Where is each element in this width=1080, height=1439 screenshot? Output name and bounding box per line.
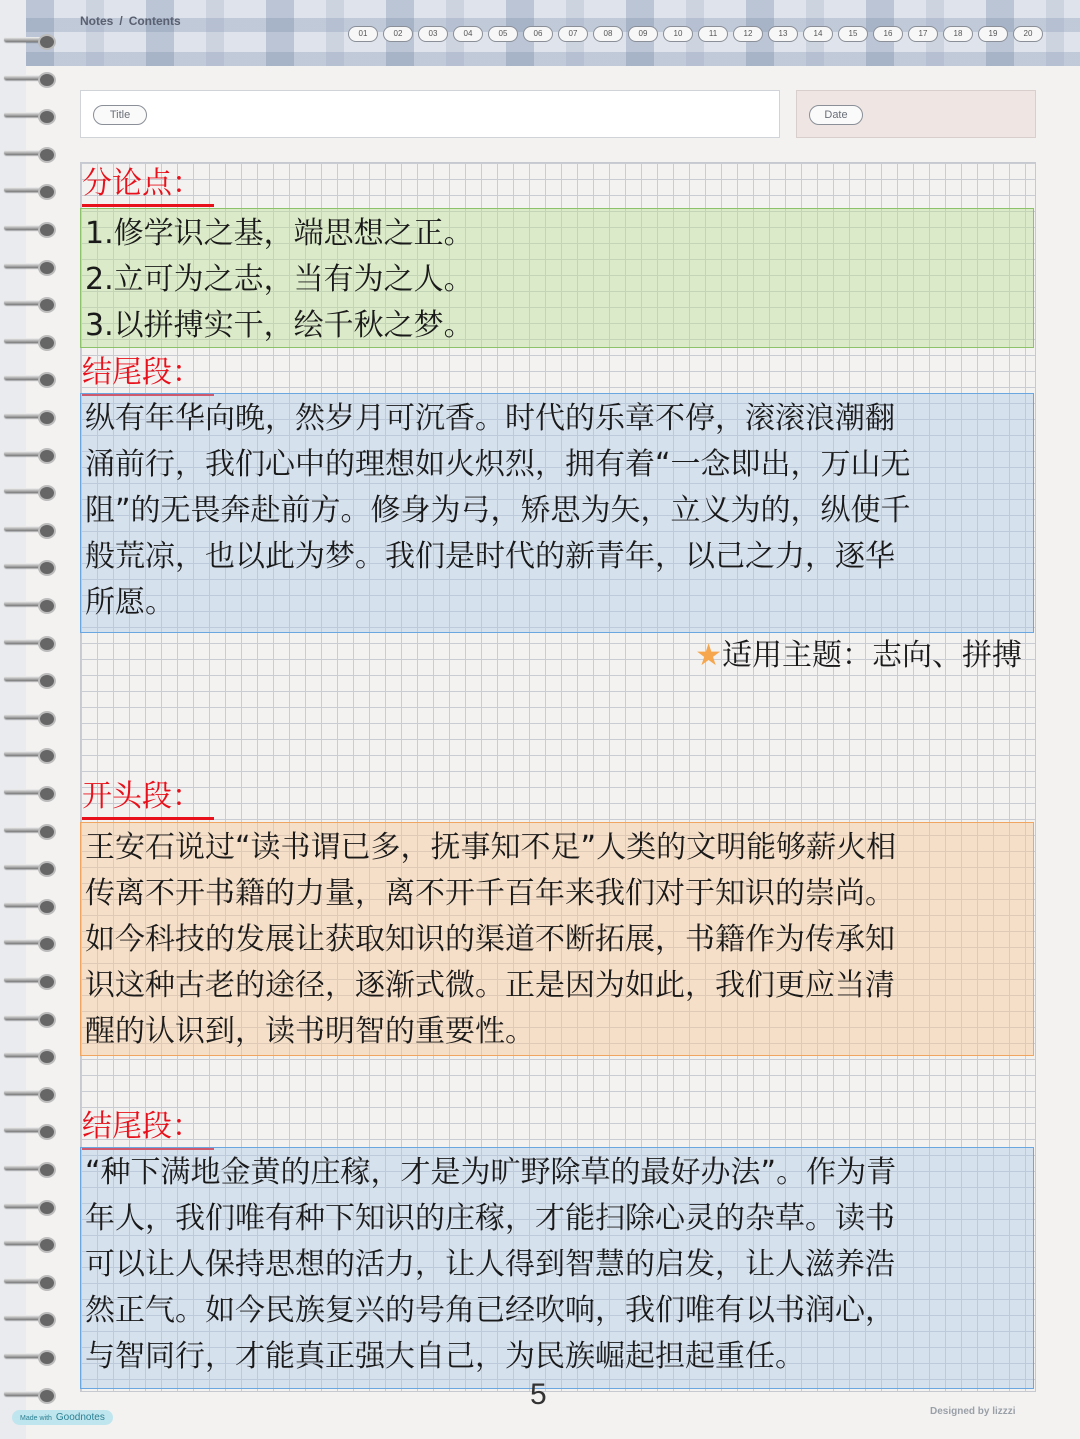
paragraph-line: 醒的认识到，读书明智的重要性。 <box>85 1014 535 1049</box>
page-tab[interactable]: 16 <box>873 26 903 42</box>
page-tab[interactable]: 15 <box>838 26 868 42</box>
date-label: Date <box>809 105 863 125</box>
spiral-hole <box>38 1312 56 1328</box>
spiral-ring <box>4 331 56 351</box>
spiral-hole <box>38 598 56 614</box>
page-tab[interactable]: 07 <box>558 26 588 42</box>
page-tab[interactable]: 14 <box>803 26 833 42</box>
page-tab[interactable]: 12 <box>733 26 763 42</box>
spiral-hole <box>38 748 56 764</box>
spiral-hole <box>38 861 56 877</box>
title-field[interactable] <box>80 90 780 138</box>
spiral-hole <box>38 1237 56 1253</box>
spiral-hole <box>38 1087 56 1103</box>
ending-box-2 <box>80 1147 1034 1389</box>
spiral-ring <box>4 1346 56 1366</box>
date-field[interactable] <box>796 90 1036 138</box>
spiral-hole <box>38 824 56 840</box>
breadcrumb <box>80 14 181 28</box>
spiral-hole <box>38 297 56 313</box>
designer-credit: Designed by lizzzi <box>930 1406 1016 1417</box>
spiral-ring <box>4 1384 56 1404</box>
page-tab[interactable]: 01 <box>348 26 378 42</box>
paragraph-line: 如今科技的发展让获取知识的渠道不断拓展，书籍作为传承知 <box>85 922 895 957</box>
spiral-ring <box>4 68 56 88</box>
spiral-hole <box>38 34 56 50</box>
paragraph-line: 般荒凉，也以此为梦。我们是时代的新青年，以己之力，逐华 <box>85 539 895 574</box>
breadcrumb-contents[interactable]: Contents <box>128 14 181 28</box>
spiral-hole <box>38 184 56 200</box>
title-label: Title <box>93 105 147 125</box>
spiral-ring <box>4 1196 56 1216</box>
page-tab[interactable]: 04 <box>453 26 483 42</box>
paragraph-line: 涌前行，我们心中的理想如火炽烈，拥有着“一念即出，万山无 <box>85 447 911 482</box>
spiral-hole <box>38 147 56 163</box>
page-tab[interactable]: 11 <box>698 26 728 42</box>
spiral-hole <box>38 786 56 802</box>
point-line: 1.修学识之基，端思想之正。 <box>85 216 474 251</box>
page-tab[interactable]: 20 <box>1013 26 1043 42</box>
page-tab[interactable]: 19 <box>978 26 1008 42</box>
page-tab[interactable]: 13 <box>768 26 798 42</box>
breadcrumb-notes[interactable]: Notes <box>80 14 114 28</box>
opening-box <box>80 822 1034 1056</box>
spiral-hole <box>38 899 56 915</box>
spiral-ring <box>4 857 56 877</box>
paragraph-line: “种下满地金黄的庄稼，才是为旷野除草的最好办法”。作为青 <box>85 1155 897 1190</box>
page-tab[interactable]: 08 <box>593 26 623 42</box>
spiral-hole <box>38 410 56 426</box>
star-icon: ★ <box>695 638 722 673</box>
page-tab[interactable]: 10 <box>663 26 693 42</box>
ending-box-1 <box>80 393 1034 633</box>
spiral-hole <box>38 1049 56 1065</box>
spiral-ring <box>4 744 56 764</box>
spiral-ring <box>4 406 56 426</box>
spiral-ring <box>4 1158 56 1178</box>
spiral-hole <box>38 1388 56 1404</box>
points-box <box>80 208 1034 348</box>
spiral-hole <box>38 448 56 464</box>
paragraph-line: 年人，我们唯有种下知识的庄稼，才能扫除心灵的杂草。读书 <box>85 1201 895 1236</box>
spiral-ring <box>4 256 56 276</box>
paragraph-line: 纵有年华向晚，然岁月可沉香。时代的乐章不停，滚滚浪潮翻 <box>85 401 895 436</box>
spiral-hole <box>38 335 56 351</box>
spiral-ring <box>4 1008 56 1028</box>
spiral-ring <box>4 669 56 689</box>
spiral-hole <box>38 1275 56 1291</box>
page-tab[interactable]: 05 <box>488 26 518 42</box>
paragraph-line: 可以让人保持思想的活力，让人得到智慧的启发，让人滋养浩 <box>85 1247 895 1282</box>
spiral-ring <box>4 1120 56 1140</box>
spiral-ring <box>4 30 56 50</box>
paragraph-line: 阻”的无畏奔赴前方。修身为弓，矫思为矢，立义为的，纵使千 <box>85 493 911 528</box>
breadcrumb-separator: / <box>119 14 123 28</box>
page-tab[interactable]: 02 <box>383 26 413 42</box>
spiral-ring <box>4 444 56 464</box>
spiral-hole <box>38 1012 56 1028</box>
page-tab[interactable]: 17 <box>908 26 938 42</box>
spiral-ring <box>4 632 56 652</box>
ending-heading-1: 结尾段： <box>82 353 214 396</box>
spiral-hole <box>38 1350 56 1366</box>
paragraph-line: 然正气。如今民族复兴的号角已经吹响，我们唯有以书润心， <box>85 1293 895 1328</box>
spiral-hole <box>38 485 56 501</box>
paragraph-line: 与智同行，才能真正强大自己，为民族崛起担起重任。 <box>85 1339 805 1374</box>
opening-heading: 开头段： <box>82 777 214 820</box>
spiral-hole <box>38 72 56 88</box>
spiral-hole <box>38 260 56 276</box>
spiral-ring <box>4 1308 56 1328</box>
spiral-binding <box>0 30 60 1430</box>
spiral-ring <box>4 594 56 614</box>
spiral-ring <box>4 556 56 576</box>
spiral-ring <box>4 820 56 840</box>
spiral-hole <box>38 1124 56 1140</box>
spiral-hole <box>38 222 56 238</box>
spiral-ring <box>4 1271 56 1291</box>
ending-heading-2: 结尾段： <box>82 1107 214 1150</box>
theme-text: 适用主题：志向、拼搏 <box>722 638 1022 673</box>
spiral-ring <box>4 218 56 238</box>
point-line: 3.以拼搏实干，绘千秋之梦。 <box>85 308 474 343</box>
spiral-ring <box>4 293 56 313</box>
spiral-hole <box>38 1200 56 1216</box>
spiral-ring <box>4 519 56 539</box>
paragraph-line: 识这种古老的途径，逐渐式微。正是因为如此，我们更应当清 <box>85 968 895 1003</box>
spiral-ring <box>4 1045 56 1065</box>
spiral-ring <box>4 1083 56 1103</box>
point-line: 2.立可为之志，当有为之人。 <box>85 262 474 297</box>
spiral-ring <box>4 782 56 802</box>
badge-prefix: Made with <box>20 1415 52 1422</box>
goodnotes-badge <box>12 1410 113 1425</box>
paragraph-line: 王安石说过“读书谓已多，抚事知不足”人类的文明能够薪火相 <box>85 830 897 865</box>
spiral-ring <box>4 1233 56 1253</box>
spiral-ring <box>4 143 56 163</box>
spiral-ring <box>4 368 56 388</box>
spiral-hole <box>38 974 56 990</box>
spiral-hole <box>38 372 56 388</box>
spiral-ring <box>4 105 56 125</box>
page-tab[interactable]: 09 <box>628 26 658 42</box>
spiral-ring <box>4 180 56 200</box>
spiral-ring <box>4 970 56 990</box>
page-tab[interactable]: 18 <box>943 26 973 42</box>
spiral-hole <box>38 560 56 576</box>
badge-text: Goodnotes <box>55 1412 105 1423</box>
spiral-ring <box>4 895 56 915</box>
spiral-ring <box>4 481 56 501</box>
spiral-hole <box>38 711 56 727</box>
spiral-hole <box>38 523 56 539</box>
page-tab-bar <box>348 26 1043 42</box>
paragraph-line: 传离不开书籍的力量，离不开千百年来我们对于知识的崇尚。 <box>85 876 895 911</box>
applicable-theme <box>695 636 1022 676</box>
spiral-ring <box>4 707 56 727</box>
spiral-hole <box>38 636 56 652</box>
page-tab[interactable]: 06 <box>523 26 553 42</box>
spiral-hole <box>38 936 56 952</box>
spiral-hole <box>38 673 56 689</box>
spiral-hole <box>38 109 56 125</box>
page-tab[interactable]: 03 <box>418 26 448 42</box>
spiral-ring <box>4 932 56 952</box>
spiral-hole <box>38 1162 56 1178</box>
paragraph-line: 所愿。 <box>85 585 175 620</box>
points-heading: 分论点： <box>82 164 214 207</box>
page-number: 5 <box>530 1378 547 1411</box>
